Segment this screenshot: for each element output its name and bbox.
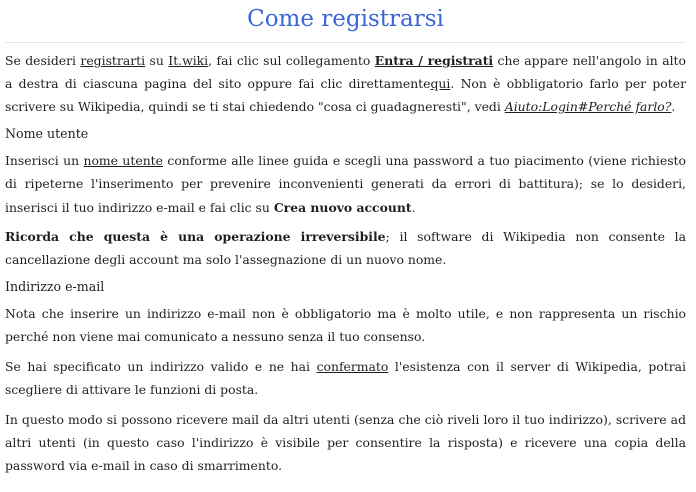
intro-text-5: . Non è obbligatorio farlo per poter scrivere su Wikipedia, quindi se ti stai chiedendo "cosa ci guadagneresti", vedi — [5, 76, 686, 115]
intro-text-3: , fai clic sul collegamento — [208, 53, 375, 68]
irreversibile-paragraph — [5, 225, 686, 271]
intro-text-4: che appare nell'angolo in alto a destra di ciascuna pagina del sito oppure fai clic direttamente — [5, 53, 686, 92]
registrarti-link[interactable]: registrarti — [80, 53, 146, 68]
itwiki-link[interactable]: It.wiki — [168, 53, 209, 68]
email-paragraph-3: In questo modo si possono ricevere mail da altri utenti (senza che ciò riveli loro il tuo indirizzo), scrivere ad altri utenti (in questo caso l'indirizzo è visibile per consentire la risposta) e ricevere una copia della password via e-mail in caso di smarrimento. — [5, 411, 686, 474]
crea-account-label: Crea nuovo account — [273, 199, 412, 215]
confermato-link[interactable]: confermato — [316, 359, 389, 375]
intro-paragraph — [5, 49, 686, 119]
page-title: Come registrarsi — [247, 6, 444, 32]
irreversibile-text: ; il software di Wikipedia non consente la cancellazione degli account ma solo l'assegnazione di un nuovo nome. — [5, 229, 687, 268]
intro-text-2: su — [145, 53, 169, 68]
nome-utente-text-3: . — [411, 199, 416, 215]
title-divider — [5, 42, 686, 43]
irreversibile-warning: Ricorda che questa è una operazione irreversibile — [5, 229, 386, 245]
intro-text-1: Se desideri — [5, 53, 81, 68]
nome-utente-heading: Nome utente — [5, 126, 89, 142]
intro-text-6: . — [671, 99, 676, 115]
aiuto-login-link[interactable]: Aiuto:Login#Perché farlo? — [504, 99, 672, 115]
email-p2-text-2: l'esistenza con il server di Wikipedia, potrai scegliere di attivare le funzioni di posta. — [5, 359, 686, 398]
help-page — [0, 6, 696, 492]
qui-link[interactable]: qui — [430, 76, 451, 92]
email-paragraph-1: Nota che inserire un indirizzo e-mail non è obbligatorio ma è molto utile, e non rappresenta un rischio perché non viene mai comunicato a nessuno senza il tuo consenso. — [5, 306, 686, 345]
email-p2-text-1: Se hai specificato un indirizzo valido e ne hai — [5, 359, 317, 375]
nome-utente-text-1: Inserisci un — [5, 153, 84, 169]
email-paragraph-2 — [5, 355, 686, 401]
nome-utente-paragraph — [5, 149, 686, 219]
nome-utente-link[interactable]: nome utente — [83, 153, 163, 169]
email-heading: Indirizzo e-mail — [5, 279, 105, 295]
nome-utente-text-2: conforme alle linee guida e scegli una password a tuo piacimento (viene richiesto di ripeterne l'inserimento per prevenire inconvenienti generati da errori di battitura); se lo desideri, inserisci il tuo indirizzo e-mail e fai clic su — [5, 153, 686, 215]
entra-registrati-link[interactable]: Entra / registrati — [374, 53, 494, 68]
